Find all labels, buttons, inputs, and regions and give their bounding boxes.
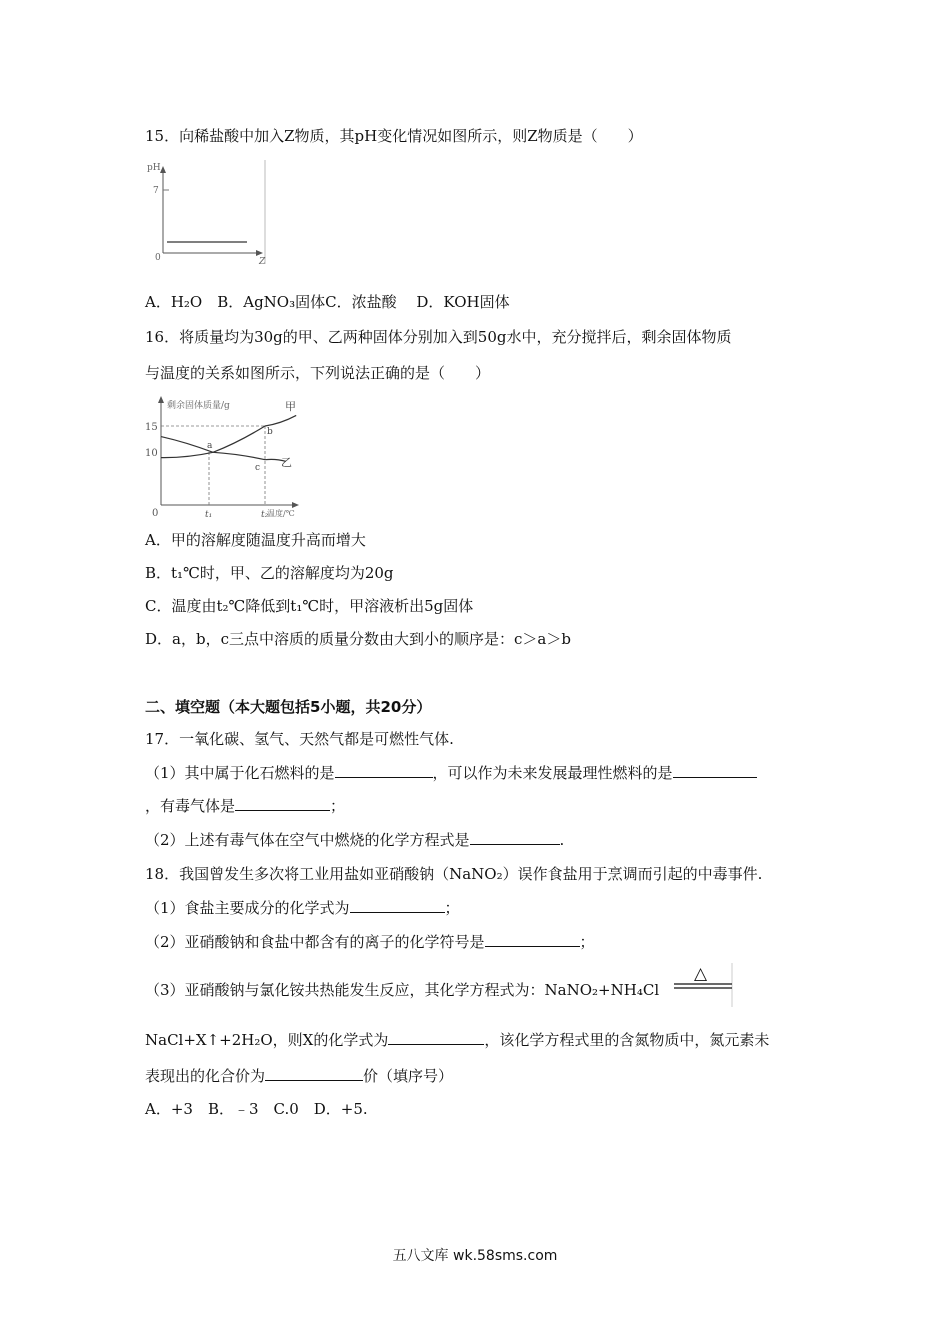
page-footer: 五八文库 wk.58sms.com: [392, 1248, 558, 1264]
q16-option-a: A．甲的溶解度随温度升高而增大: [145, 531, 366, 549]
q16-option-d: D．a，b，c三点中溶质的质量分数由大到小的顺序是：c＞a＞b: [145, 630, 571, 648]
q15-ph-chart: [145, 158, 270, 266]
q18-options: A．+3 B．﹣3 C.0 D．+5.: [145, 1100, 368, 1118]
q17-blank-ideal-fuel[interactable]: [673, 763, 757, 778]
q18-p1-text-a: （1）食盐主要成分的化学式为: [145, 899, 350, 917]
q15-ytick-7: 7: [153, 186, 159, 196]
heat-triangle-icon: △: [694, 964, 708, 984]
q16-ytick-0: 0: [152, 508, 159, 519]
q17-blank-fossil[interactable]: [335, 763, 433, 778]
q15-ytick-0: 0: [155, 253, 161, 263]
q17-p2-text-a: （2）上述有毒气体在空气中燃烧的化学方程式是: [145, 831, 470, 849]
q18-reaction-arrow: [672, 962, 734, 1008]
q18-stem: 18．我国曾发生多次将工业用盐如亚硝酸钠（NaNO₂）误作食盐用于烹调而引起的中毒事件.: [145, 865, 763, 883]
q17-p1-text-b: ，可以作为未来发展最理性燃料的是: [432, 764, 673, 782]
q17-p2-text-b: .: [559, 831, 565, 849]
q16-point-b: b: [267, 427, 273, 437]
q15-xlabel: Z: [259, 257, 266, 266]
q16-curve-jia: [161, 415, 296, 457]
q16-point-a: a: [207, 441, 213, 451]
q18-p1-text-b: ；: [444, 899, 460, 917]
q18-part1: [145, 898, 460, 918]
q18-p2-text-a: （2）亚硝酸钠和食盐中都含有的离子的化学符号是: [145, 933, 485, 951]
q16-stem-line2: 与温度的关系如图所示，下列说法正确的是（ ）: [145, 364, 491, 382]
q16-series-yi-label: 乙: [281, 456, 292, 469]
q17-p1-text-a: （1）其中属于化石燃料的是: [145, 764, 335, 782]
q17-stem: 17．一氧化碳、氢气、天然气都是可燃性气体.: [145, 730, 454, 748]
q16-ylabel: 剩余固体质量/g: [167, 401, 230, 411]
q18-part3-cont: [145, 1030, 769, 1050]
q15-stem: 15．向稀盐酸中加入Z物质，其pH变化情况如图所示，则Z物质是（ ）: [145, 127, 643, 145]
q16-xtick-t1: t₁: [205, 510, 213, 520]
q16-option-c: C．温度由t₂℃降低到t₁℃时，甲溶液析出5g固体: [145, 597, 474, 615]
q16-xtick-t2: t₂: [261, 510, 269, 520]
q17-blank-toxic-gas[interactable]: [235, 796, 330, 811]
q18-p3-text-a: NaCl+X↑+2H₂O，则X的化学式为: [145, 1031, 389, 1049]
q16-xlabel: 温度/℃: [267, 509, 295, 518]
q18-p4-text-a: 表现出的化合价为: [145, 1067, 266, 1085]
q18-blank-x-formula[interactable]: [388, 1030, 484, 1045]
section2-heading: 二、填空题（本大题包括5小题，共20分）: [145, 698, 432, 716]
q18-blank-ion-symbol[interactable]: [485, 932, 580, 947]
q16-stem-line1: 16．将质量均为30g的甲、乙两种固体分别加入到50g水中，充分搅拌后，剩余固体物质: [145, 328, 732, 346]
q17-blank-equation[interactable]: [470, 830, 560, 845]
q18-p3-text-b: ，该化学方程式里的含氮物质中，氮元素未: [484, 1031, 770, 1049]
q18-blank-salt-formula[interactable]: [350, 898, 445, 913]
q17-part1-cont: [145, 796, 345, 816]
q15-options: A．H₂O B．AgNO₃固体C．浓盐酸 D．KOH固体: [145, 293, 510, 311]
q16-solubility-chart: [143, 392, 303, 520]
q16-point-c: c: [255, 463, 261, 473]
q16-ytick-15: 15: [145, 422, 158, 433]
q18-part2: [145, 932, 595, 952]
q17-p1-text-c: ，有毒气体是: [145, 797, 236, 815]
q16-option-b: B．t₁℃时，甲、乙的溶解度均为20g: [145, 564, 394, 582]
q18-blank-valence[interactable]: [265, 1066, 363, 1081]
q18-p2-text-b: ；: [579, 933, 595, 951]
q18-part3: （3）亚硝酸钠与氯化铵共热能发生反应，其化学方程式为：NaNO₂+NH₄Cl: [145, 981, 660, 999]
q15-ylabel: pH: [147, 163, 161, 173]
q17-p1-text-d: ；: [330, 797, 346, 815]
q16-ytick-10: 10: [145, 448, 158, 459]
q17-part2: [145, 830, 564, 850]
q18-part4: [145, 1066, 453, 1086]
q17-part1: [145, 763, 757, 783]
q18-p4-text-b: 价（填序号）: [363, 1067, 454, 1085]
q16-series-jia-label: 甲: [285, 400, 296, 413]
